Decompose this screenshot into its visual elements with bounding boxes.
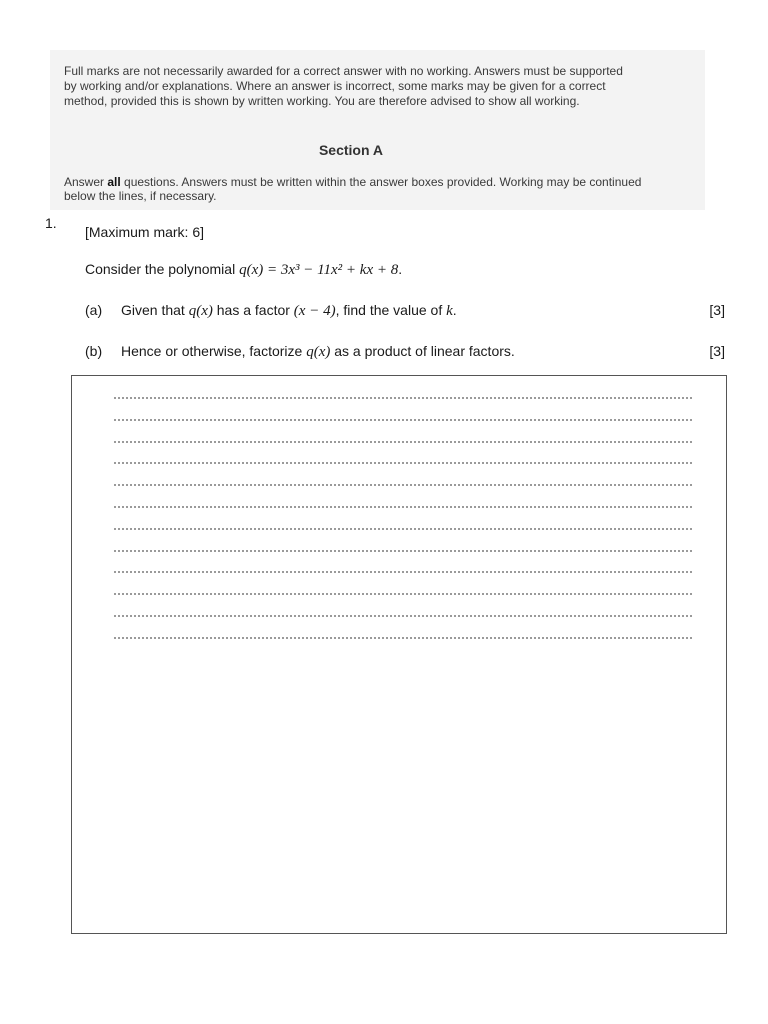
polynomial-text: q(x) = 3x³ − 11x² + kx + 8 <box>239 262 399 278</box>
part-a-math-k: k <box>446 303 453 319</box>
part-b-text <box>121 343 515 361</box>
answer-line[interactable] <box>114 484 692 486</box>
instructions-paragraph <box>64 175 644 203</box>
part-b-marks: [3] <box>709 343 725 359</box>
answer-line[interactable] <box>114 462 692 464</box>
intro-paragraph: Full marks are not necessarily awarded for a correct answer with no working. Answers must be supported by working and/or explanations. Where an answer is incorrect, some marks may be given for a correct method, provided this is shown by written working. You are therefore advised to show all working. <box>64 64 623 108</box>
answer-line[interactable] <box>114 441 692 443</box>
stem-text: Consider the polynomial <box>85 261 240 277</box>
answer-line[interactable] <box>114 593 692 595</box>
section-title: Section A <box>318 142 384 158</box>
part-a-text-2: has a factor <box>212 302 294 318</box>
instructions-bold: all <box>107 175 121 189</box>
answer-line[interactable] <box>114 550 692 552</box>
answer-line[interactable] <box>114 397 692 399</box>
part-b-text-2: as a product of linear factors. <box>330 343 515 359</box>
instructions-prefix: Answer <box>64 175 108 189</box>
part-a-label: (a) <box>85 302 103 318</box>
polynomial-expression <box>239 262 398 278</box>
part-a-text-4: . <box>452 302 457 318</box>
answer-line[interactable] <box>114 419 692 421</box>
part-a-math-factor: (x − 4) <box>293 303 336 319</box>
answer-line[interactable] <box>114 615 692 617</box>
part-a-marks: [3] <box>709 302 725 318</box>
part-a-text-3: , find the value of <box>335 302 447 318</box>
part-b-label: (b) <box>85 343 103 359</box>
question-number: 1. <box>45 215 57 231</box>
answer-line[interactable] <box>114 637 692 639</box>
answer-line[interactable] <box>114 571 692 573</box>
part-b-math-qx: q(x) <box>306 344 331 360</box>
part-b-text-1: Hence or otherwise, factorize <box>121 343 307 359</box>
part-a-text-1: Given that <box>121 302 189 318</box>
part-a-text <box>121 302 457 320</box>
answer-line[interactable] <box>114 506 692 508</box>
instructions-suffix: questions. Answers must be written within the answer boxes provided. Working may be continued below the lines, if necessary. <box>64 175 642 203</box>
question-stem: Consider the polynomial q(x) = 3x³ − 11x² + kx + 8. <box>85 261 403 278</box>
maximum-mark: [Maximum mark: 6] <box>85 224 205 240</box>
part-a-math-qx: q(x) <box>188 303 213 319</box>
answer-line[interactable] <box>114 528 692 530</box>
answer-box[interactable] <box>71 375 727 934</box>
